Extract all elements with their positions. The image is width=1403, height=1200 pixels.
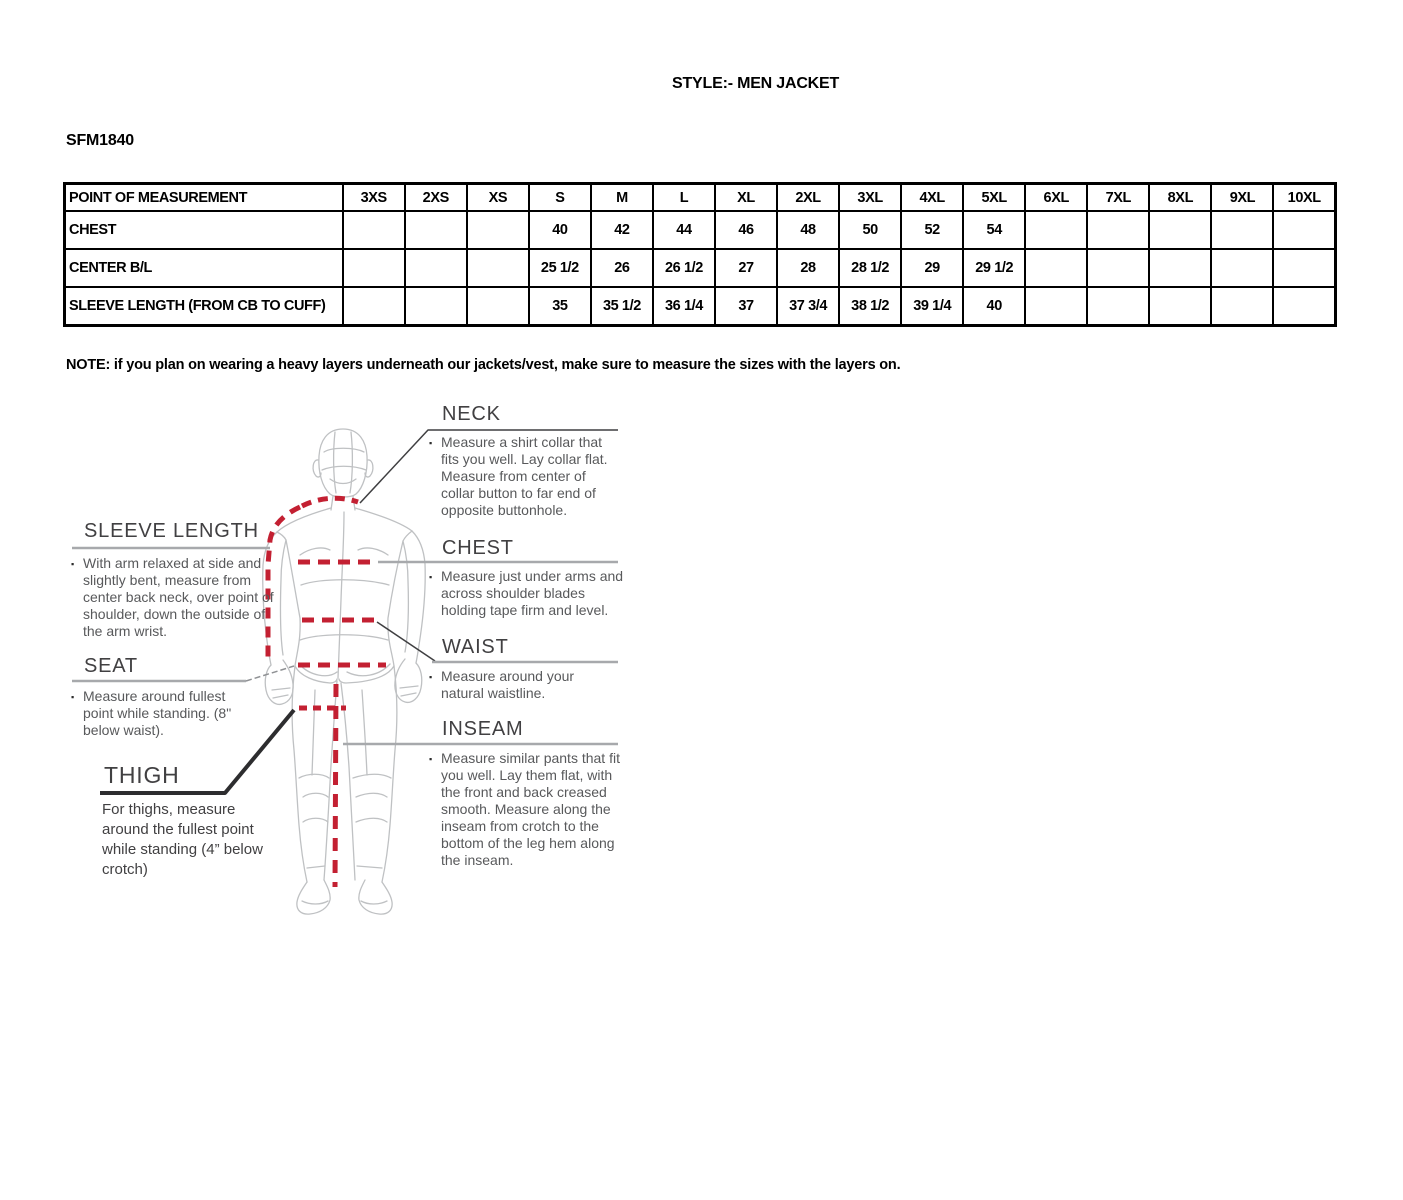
- table-cell: 39 1/4: [901, 287, 963, 326]
- inseam-label: INSEAM: [442, 718, 524, 740]
- row-label: SLEEVE LENGTH (FROM CB TO CUFF): [65, 287, 343, 326]
- table-cell: [1025, 287, 1087, 326]
- table-cell: 52: [901, 211, 963, 249]
- column-header: S: [529, 184, 591, 212]
- table-cell: [405, 287, 467, 326]
- table-cell: 26 1/2: [653, 249, 715, 287]
- neck-measure-line: [302, 498, 358, 506]
- size-table-header-row: [65, 184, 1336, 212]
- table-cell: 25 1/2: [529, 249, 591, 287]
- table-cell: [1025, 211, 1087, 249]
- neck-label: NECK: [442, 403, 501, 425]
- table-cell: 46: [715, 211, 777, 249]
- sleeve-length-description: [71, 555, 279, 640]
- column-header: 3XS: [343, 184, 405, 212]
- table-cell: 40: [529, 211, 591, 249]
- row-label: CHEST: [65, 211, 343, 249]
- column-header: 4XL: [901, 184, 963, 212]
- table-cell: [1211, 211, 1273, 249]
- table-cell: [405, 211, 467, 249]
- thigh-label: THIGH: [104, 762, 180, 788]
- column-header: 8XL: [1149, 184, 1211, 212]
- bullet-icon: [429, 568, 441, 586]
- table-row: [65, 249, 1336, 287]
- chest-description-text: Measure just under arms and across shoulder blades holding tape firm and level.: [441, 568, 624, 618]
- column-header: XL: [715, 184, 777, 212]
- table-cell: [467, 287, 529, 326]
- bullet-icon: [429, 668, 441, 686]
- table-cell: 29 1/2: [963, 249, 1025, 287]
- table-cell: 48: [777, 211, 839, 249]
- table-cell: [343, 287, 405, 326]
- seat-description: [71, 688, 243, 739]
- column-header: 7XL: [1087, 184, 1149, 212]
- neck-description: [429, 434, 621, 519]
- table-cell: 28: [777, 249, 839, 287]
- table-cell: 26: [591, 249, 653, 287]
- table-cell: 37: [715, 287, 777, 326]
- column-header: M: [591, 184, 653, 212]
- table-cell: [467, 211, 529, 249]
- seat-leader-line: [246, 666, 294, 681]
- table-cell: 35 1/2: [591, 287, 653, 326]
- bullet-icon: [71, 555, 83, 573]
- table-cell: [405, 249, 467, 287]
- sleeve-length-description-text: With arm relaxed at side and slightly bent, measure from center back neck, over point of shoulder, down the outside of the arm wrist.: [83, 555, 274, 639]
- table-cell: [1149, 249, 1211, 287]
- chest-description: [429, 568, 624, 619]
- table-cell: 50: [839, 211, 901, 249]
- thigh-description: For thighs, measure around the fullest point while standing (4” below crotch): [102, 801, 263, 878]
- column-header: POINT OF MEASUREMENT: [65, 184, 343, 212]
- mannequin-wireframe: [263, 429, 425, 914]
- table-cell: [1025, 249, 1087, 287]
- waist-leader-line: [377, 622, 435, 661]
- table-cell: [1087, 211, 1149, 249]
- page-title: STYLE:- MEN JACKET: [672, 75, 840, 92]
- table-cell: [1211, 287, 1273, 326]
- inseam-measure-line: [335, 684, 336, 887]
- table-cell: 35: [529, 287, 591, 326]
- note-text: NOTE: if you plan on wearing a heavy layers underneath our jackets/vest, make sure to measure the sizes with the layers on.: [66, 357, 901, 373]
- table-cell: 40: [963, 287, 1025, 326]
- column-header: 6XL: [1025, 184, 1087, 212]
- measure-lines: [268, 498, 386, 887]
- column-header: 5XL: [963, 184, 1025, 212]
- chest-label: CHEST: [442, 537, 514, 559]
- table-cell: [1211, 249, 1273, 287]
- waist-label: WAIST: [442, 636, 509, 658]
- size-table-body: [65, 211, 1336, 326]
- neck-description-text: Measure a shirt collar that fits you well. Lay collar flat. Measure from center of collar button to far end of opposite buttonhole.: [441, 434, 608, 518]
- table-cell: [1273, 249, 1335, 287]
- table-cell: 36 1/4: [653, 287, 715, 326]
- style-code: SFM1840: [66, 132, 134, 149]
- table-cell: [1273, 287, 1335, 326]
- column-header: 3XL: [839, 184, 901, 212]
- column-header: L: [653, 184, 715, 212]
- table-cell: 28 1/2: [839, 249, 901, 287]
- table-cell: 42: [591, 211, 653, 249]
- column-header: XS: [467, 184, 529, 212]
- sleeve-length-label: SLEEVE LENGTH: [84, 520, 259, 542]
- column-header: 2XL: [777, 184, 839, 212]
- bullet-icon: [429, 434, 441, 452]
- size-table-head: [65, 184, 1336, 212]
- table-cell: [467, 249, 529, 287]
- table-cell: [1149, 287, 1211, 326]
- column-header: 9XL: [1211, 184, 1273, 212]
- table-cell: 44: [653, 211, 715, 249]
- table-cell: 54: [963, 211, 1025, 249]
- inseam-description: [429, 750, 624, 869]
- waist-description-text: Measure around your natural waistline.: [441, 668, 575, 701]
- bullet-icon: [429, 750, 441, 768]
- size-table: [63, 182, 1337, 327]
- table-cell: 29: [901, 249, 963, 287]
- table-cell: [1149, 211, 1211, 249]
- table-cell: [343, 211, 405, 249]
- inseam-description-text: Measure similar pants that fit you well. Lay them flat, with the front and back creased smooth. Measure along the inseam from crotch to the bottom of the leg hem along the inseam.: [441, 750, 620, 868]
- seat-description-text: Measure around fullest point while standing. (8" below waist).: [83, 688, 232, 738]
- column-header: 2XS: [405, 184, 467, 212]
- table-row: [65, 287, 1336, 326]
- table-cell: 37 3/4: [777, 287, 839, 326]
- table-cell: [1273, 211, 1335, 249]
- table-cell: [343, 249, 405, 287]
- row-label: CENTER B/L: [65, 249, 343, 287]
- waist-description: [429, 668, 609, 702]
- seat-label: SEAT: [84, 655, 138, 677]
- table-cell: [1087, 249, 1149, 287]
- bullet-icon: [71, 688, 83, 706]
- table-cell: [1087, 287, 1149, 326]
- column-header: 10XL: [1273, 184, 1335, 212]
- table-row: [65, 211, 1336, 249]
- table-cell: 27: [715, 249, 777, 287]
- table-cell: 38 1/2: [839, 287, 901, 326]
